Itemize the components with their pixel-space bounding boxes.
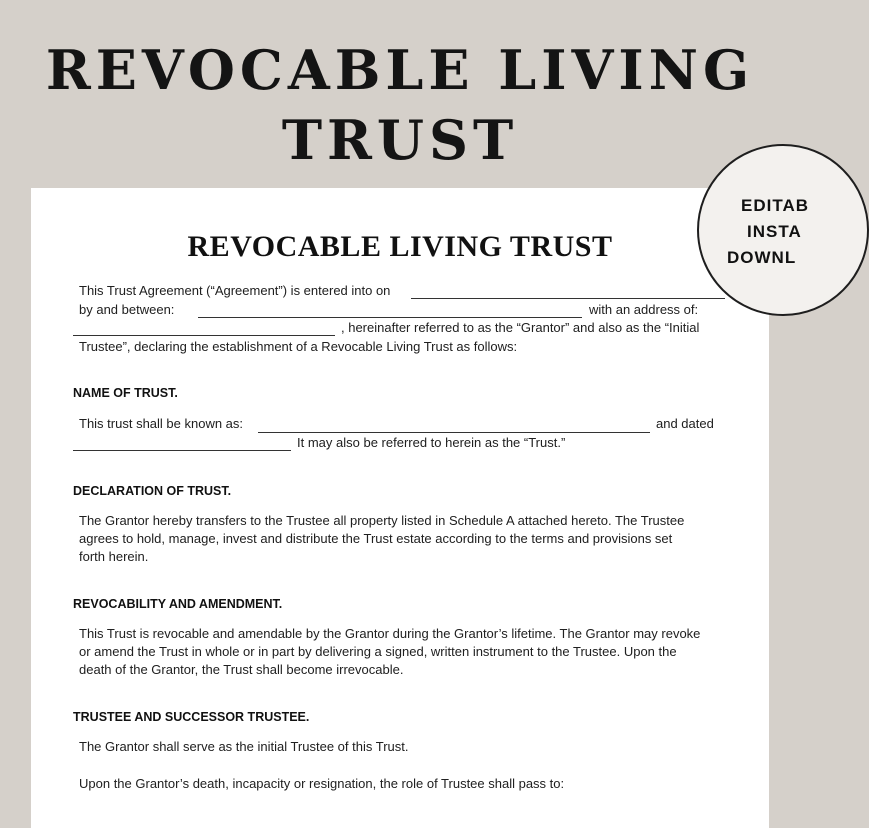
document-title: REVOCABLE LIVING TRUST xyxy=(187,230,613,263)
trustee-successor-text: Upon the Grantor’s death, incapacity or resignation, the role of Trustee shall pass to: xyxy=(79,776,565,791)
revocability-line: or amend the Trust in whole or in part by delivering a signed, written instrument to the Trustee. Upon the xyxy=(79,644,677,659)
trustee-initial-text: The Grantor shall serve as the initial Trustee of this Trust. xyxy=(79,739,409,754)
badge-line-3: DOWNL xyxy=(727,248,797,267)
trust-alias-text: It may also be referred to herein as the “Trust.” xyxy=(297,435,566,450)
trust-date-blank[interactable] xyxy=(73,450,291,451)
declaration-line: The Grantor hereby transfers to the Trustee all property listed in Schedule A attached hereto. The Trustee xyxy=(79,513,685,528)
grantor-address-blank[interactable] xyxy=(73,335,335,336)
intro-line-3: , hereinafter referred to as the “Grantor” and also as the “Initial xyxy=(341,320,700,335)
declaration-line: forth herein. xyxy=(79,549,149,564)
trust-name-blank[interactable] xyxy=(258,432,650,433)
section-heading-revocability: REVOCABILITY AND AMENDMENT. xyxy=(73,597,283,611)
badge-line-2: INSTA xyxy=(747,222,802,241)
declaration-paragraph xyxy=(79,512,719,566)
section-heading-trustee: TRUSTEE AND SUCCESSOR TRUSTEE. xyxy=(73,710,310,724)
dated-label: and dated xyxy=(656,416,714,431)
declaration-line: agrees to hold, manage, invest and distribute the Trust estate according to the terms and provisions set xyxy=(79,531,673,546)
agreement-date-blank[interactable] xyxy=(411,298,725,299)
editable-instant-download-badge xyxy=(697,144,869,316)
intro-line-1: This Trust Agreement (“Agreement”) is entered into on xyxy=(79,283,391,298)
intro-line-4: Trustee”, declaring the establishment of a Revocable Living Trust as follows: xyxy=(79,339,518,354)
intro-address-label: with an address of: xyxy=(589,302,699,317)
section-heading-name-of-trust: NAME OF TRUST. xyxy=(73,386,178,400)
revocability-line: This Trust is revocable and amendable by the Grantor during the Grantor’s lifetime. The Grantor may revoke xyxy=(79,626,701,641)
intro-by-and-between: by and between: xyxy=(79,302,175,317)
document-page xyxy=(31,188,769,828)
revocability-paragraph xyxy=(79,625,719,679)
section-heading-declaration: DECLARATION OF TRUST. xyxy=(73,484,232,498)
banner-title-line-2: TRUST xyxy=(281,108,519,172)
badge-line-1: EDITAB xyxy=(741,196,810,215)
revocability-line: death of the Grantor, the Trust shall become irrevocable. xyxy=(79,662,404,677)
grantor-name-blank[interactable] xyxy=(198,317,582,318)
trust-name-label: This trust shall be known as: xyxy=(79,416,244,431)
banner-title-line-1: REVOCABLE LIVING xyxy=(45,38,755,102)
